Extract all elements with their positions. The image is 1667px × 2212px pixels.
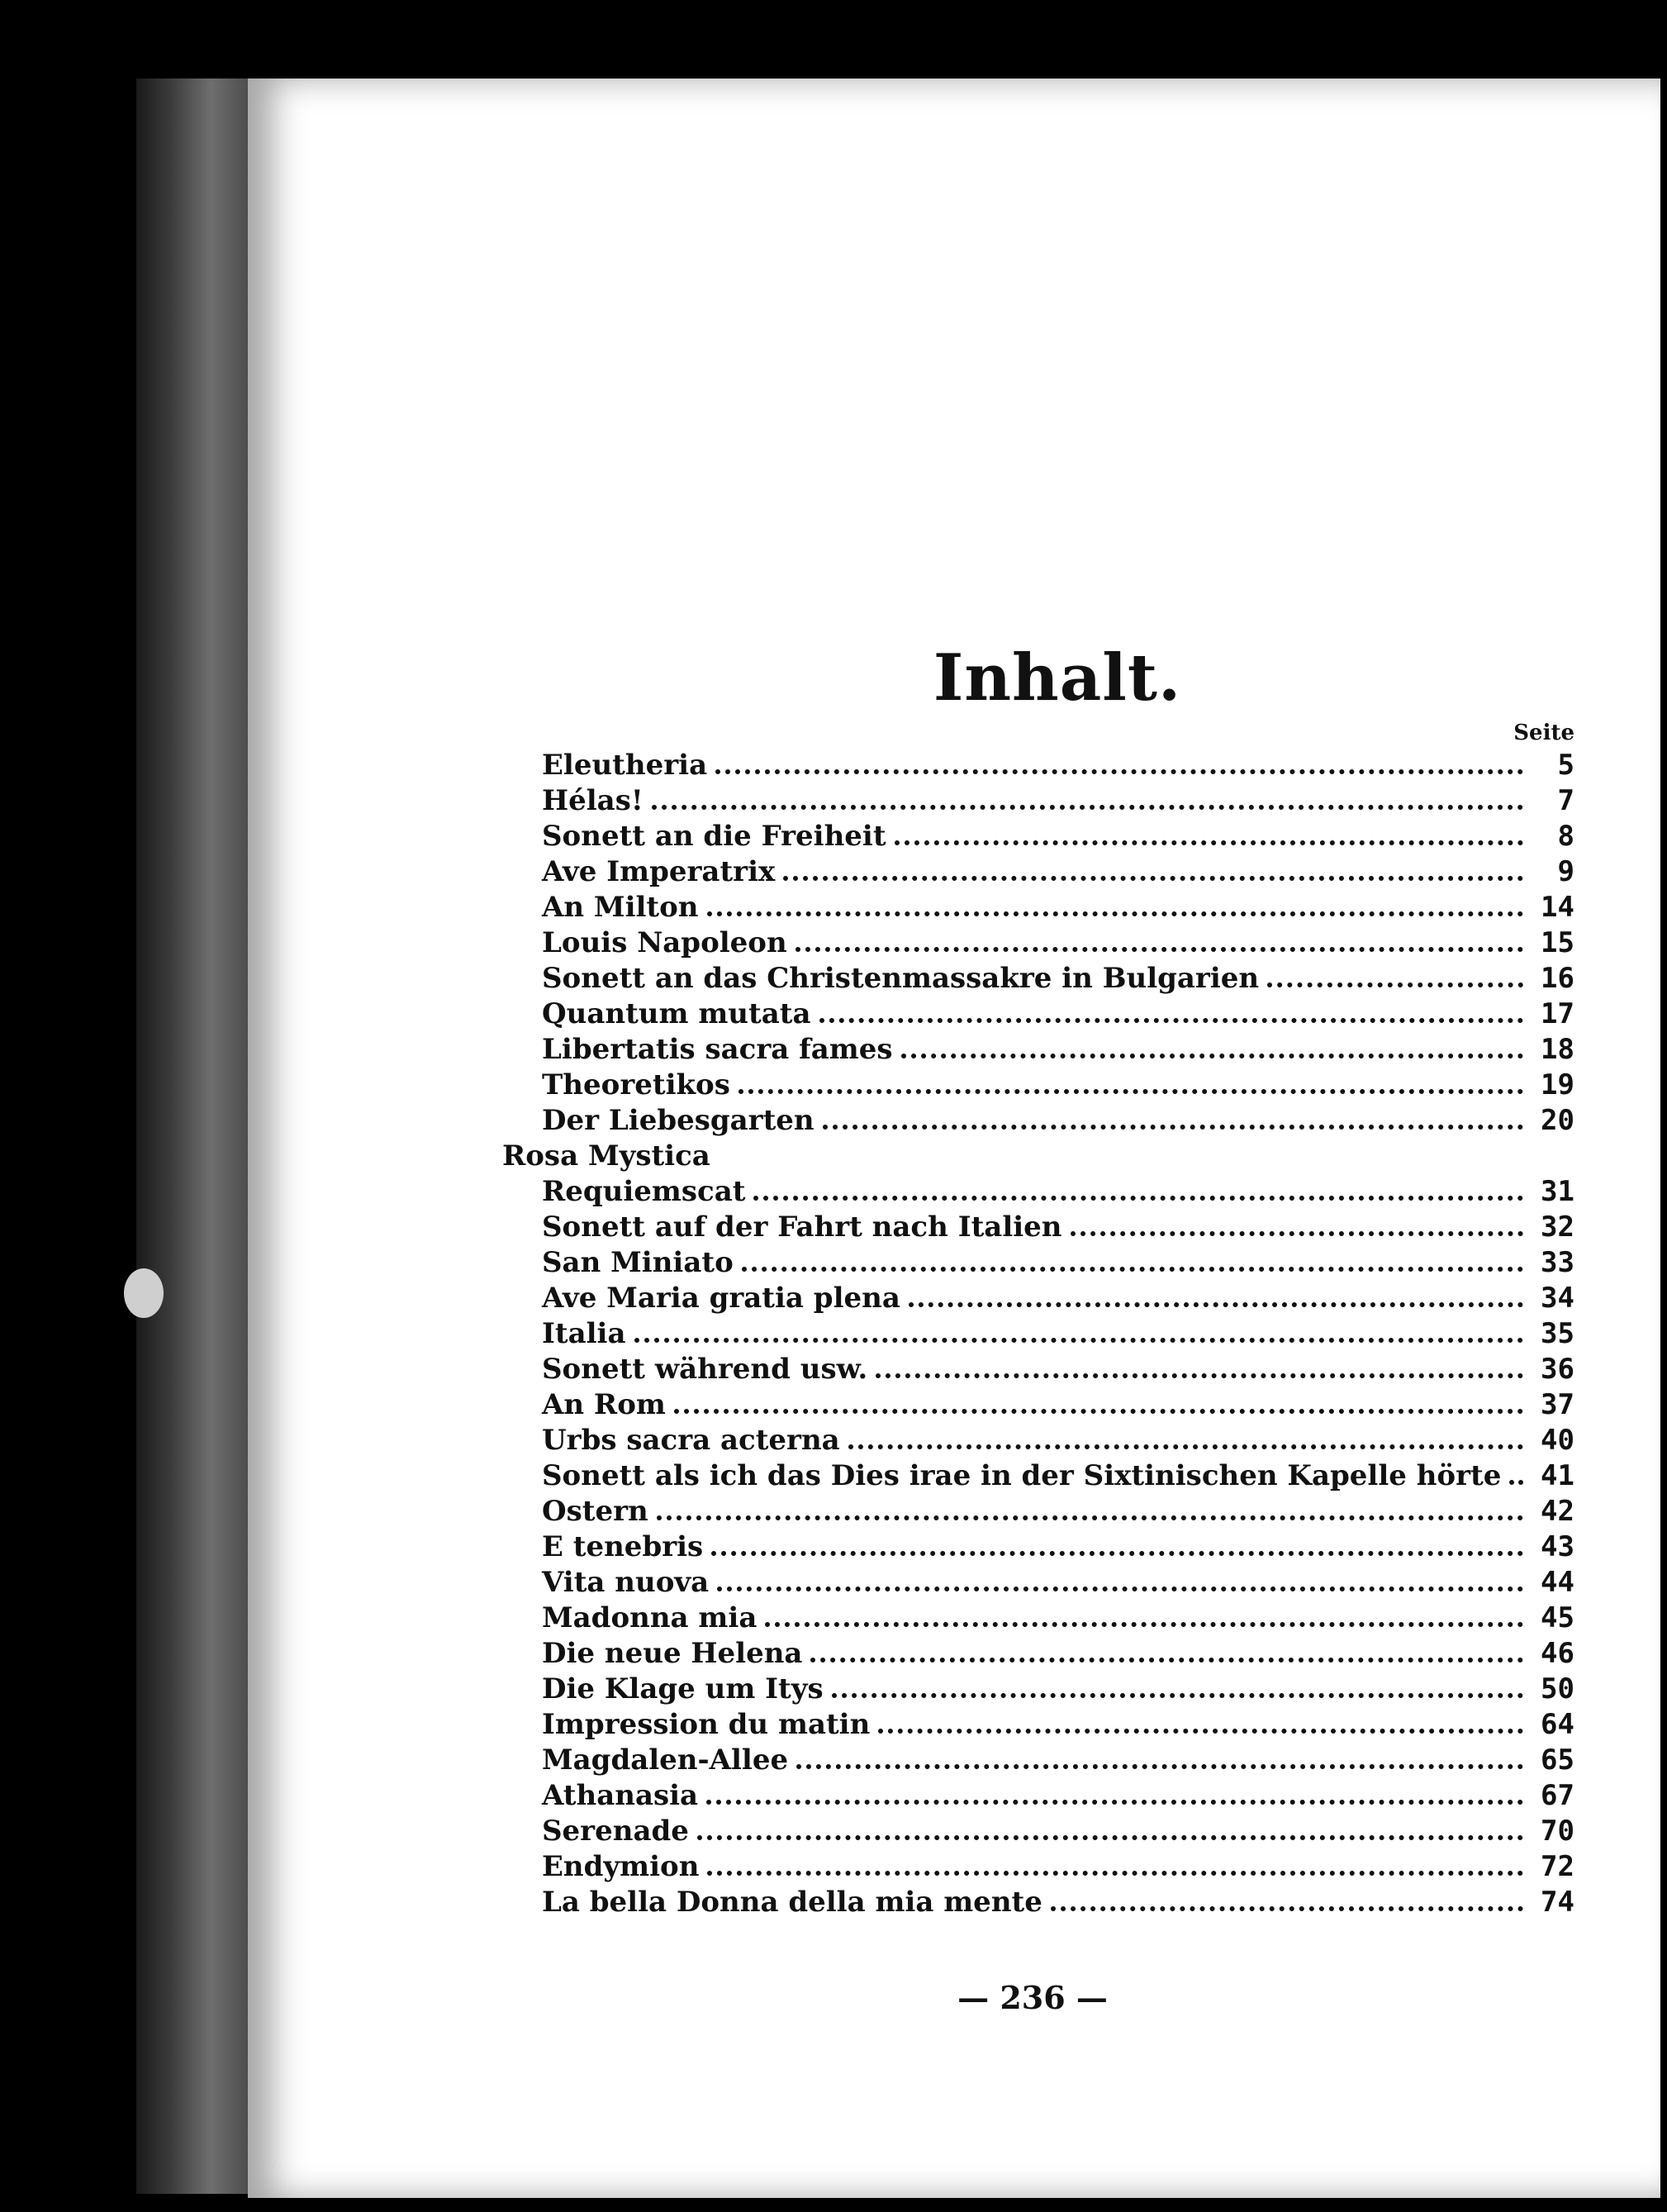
dot-leader [697, 1824, 1523, 1840]
table-of-contents [502, 748, 1574, 1920]
page-column-label: Seite [1513, 721, 1574, 745]
dot-leader [1509, 1468, 1523, 1485]
toc-entry-title: Der Liebesgarten [542, 1104, 815, 1137]
dot-leader [706, 1788, 1523, 1805]
dot-leader [739, 1077, 1523, 1094]
toc-entry [502, 1245, 1574, 1281]
dot-leader [810, 1646, 1523, 1663]
toc-group-1 [502, 748, 1574, 1139]
dot-leader [796, 1753, 1523, 1769]
page-number: — 236 — [957, 1979, 1108, 2016]
toc-entry-page: 32 [1541, 1211, 1574, 1244]
toc-entry-title: An Milton [542, 891, 699, 924]
dot-leader [823, 1113, 1523, 1130]
toc-entry-page: 74 [1541, 1886, 1574, 1919]
toc-entry-title: Quantum mutata [542, 997, 811, 1030]
toc-entry [502, 1814, 1574, 1849]
toc-entry-page: 15 [1541, 926, 1574, 959]
toc-entry-page: 31 [1541, 1175, 1574, 1208]
toc-entry-page: 19 [1541, 1068, 1574, 1101]
toc-entry-page: 64 [1541, 1708, 1574, 1741]
paper-blemish [124, 1268, 164, 1318]
toc-entry-title: Sonett an das Christenmassakre in Bulgarien [542, 962, 1260, 995]
toc-entry [502, 783, 1574, 819]
toc-entry-title: Ostern [542, 1495, 648, 1528]
dot-leader [674, 1397, 1523, 1414]
toc-entry-page: 20 [1541, 1104, 1574, 1137]
toc-entry-page: 67 [1541, 1779, 1574, 1812]
dot-leader [634, 1326, 1523, 1343]
toc-entry-page: 70 [1541, 1815, 1574, 1848]
toc-entry-title: Libertatis sacra fames [542, 1033, 893, 1066]
dot-leader [901, 1042, 1523, 1058]
dot-leader [819, 1006, 1524, 1023]
toc-entry [502, 1423, 1574, 1458]
toc-entry-title: Magdalen-Allee [542, 1743, 789, 1777]
toc-entry-page: 33 [1541, 1246, 1574, 1279]
dot-leader [909, 1291, 1523, 1307]
toc-entry-page: 45 [1541, 1601, 1574, 1634]
toc-entry [502, 1778, 1574, 1814]
toc-entry [502, 1601, 1574, 1636]
toc-entry-title: La bella Donna della mia mente [542, 1886, 1042, 1919]
toc-entry [502, 1743, 1574, 1778]
section-heading: Rosa Mystica [502, 1139, 710, 1173]
toc-entry-page: 18 [1541, 1033, 1574, 1066]
dot-leader [895, 829, 1523, 845]
toc-entry-page: 42 [1541, 1495, 1574, 1528]
toc-entry-title: Louis Napoleon [542, 926, 787, 959]
toc-entry [502, 1210, 1574, 1245]
toc-entry [502, 1032, 1574, 1068]
toc-entry-page: 36 [1541, 1353, 1574, 1386]
toc-entry-page: 41 [1541, 1459, 1574, 1492]
dot-leader [848, 1433, 1523, 1449]
toc-entry-title: Eleutheria [542, 749, 708, 782]
toc-entry-page: 17 [1541, 997, 1574, 1030]
toc-entry [502, 1174, 1574, 1210]
toc-entry-page: 72 [1541, 1850, 1574, 1883]
toc-entry-page: 16 [1541, 962, 1574, 995]
toc-entry-title: Vita nuova [542, 1566, 710, 1599]
dot-leader [1051, 1895, 1523, 1911]
toc-entry-page: 40 [1541, 1424, 1574, 1457]
toc-entry-title: Sonett an die Freiheit [542, 820, 886, 853]
toc-entry-page: 37 [1541, 1388, 1574, 1421]
toc-entry-title: Hélas! [542, 784, 644, 817]
toc-entry-title: Die Klage um Itys [542, 1672, 824, 1705]
dot-leader [717, 1575, 1523, 1591]
toc-entry-title: Sonett als ich das Dies irae in der Sixtinischen Kapelle hörte [542, 1459, 1502, 1492]
dot-leader [707, 900, 1523, 916]
toc-entry [502, 890, 1574, 925]
dot-leader [707, 1859, 1523, 1876]
toc-entry-title: Athanasia [542, 1779, 699, 1812]
toc-entry-title: San Miniato [542, 1246, 734, 1279]
toc-entry-title: E tenebris [542, 1530, 704, 1563]
toc-entry [502, 1068, 1574, 1103]
toc-entry-page: 14 [1541, 891, 1574, 924]
toc-entry [502, 1458, 1574, 1494]
toc-entry-page: 5 [1557, 749, 1574, 782]
dot-leader [878, 1717, 1523, 1734]
toc-entry [502, 925, 1574, 961]
toc-entry-title: Urbs sacra acterna [542, 1424, 840, 1457]
toc-entry [502, 1707, 1574, 1743]
dot-leader [765, 1610, 1523, 1627]
dot-leader [1071, 1220, 1523, 1236]
dot-leader [742, 1255, 1523, 1272]
dot-leader [876, 1362, 1523, 1378]
dot-leader [753, 1184, 1523, 1201]
toc-entry-page: 8 [1557, 820, 1574, 853]
dot-leader [1267, 971, 1523, 987]
dot-leader [652, 793, 1523, 810]
toc-entry [502, 854, 1574, 890]
toc-entry-title: Madonna mia [542, 1601, 758, 1634]
dot-leader [657, 1504, 1523, 1520]
toc-entry [502, 1281, 1574, 1316]
toc-entry-title: Ave Imperatrix [542, 855, 776, 888]
toc-entry-title: Theoretikos [542, 1068, 730, 1101]
toc-entry-title: Requiemscat [542, 1175, 746, 1208]
toc-entry [502, 1636, 1574, 1672]
toc-entry [502, 1316, 1574, 1352]
toc-entry-page: 9 [1557, 855, 1574, 888]
toc-entry-title: Sonett während usw. [542, 1353, 868, 1386]
toc-entry [502, 1387, 1574, 1423]
toc-entry [502, 748, 1574, 783]
toc-entry [502, 1885, 1574, 1920]
toc-entry-page: 44 [1541, 1566, 1574, 1599]
dot-leader [796, 935, 1523, 952]
toc-entry-page: 35 [1541, 1317, 1574, 1350]
toc-entry-page: 50 [1541, 1672, 1574, 1705]
toc-entry [502, 961, 1574, 997]
toc-entry [502, 819, 1574, 854]
toc-entry-title: Die neue Helena [542, 1637, 803, 1670]
toc-entry-page: 34 [1541, 1282, 1574, 1315]
dot-leader [832, 1682, 1523, 1698]
dot-leader [783, 864, 1523, 881]
toc-entry [502, 1352, 1574, 1387]
toc-entry-title: Impression du matin [542, 1708, 871, 1741]
toc-entry [502, 1529, 1574, 1565]
toc-entry [502, 997, 1574, 1032]
toc-entry-page: 43 [1541, 1530, 1574, 1563]
dot-leader [715, 758, 1523, 774]
toc-entry-title: Endymion [542, 1850, 700, 1883]
toc-entry-title: Sonett auf der Fahrt nach Italien [542, 1211, 1062, 1244]
dot-leader [711, 1539, 1523, 1556]
toc-group-2 [502, 1174, 1574, 1920]
toc-entry-title: Serenade [542, 1815, 689, 1848]
toc-entry-title: An Rom [542, 1388, 666, 1421]
page-title: Inhalt. [933, 640, 1182, 716]
toc-entry [502, 1103, 1574, 1139]
toc-entry-title: Ave Maria gratia plena [542, 1282, 900, 1315]
toc-entry [502, 1494, 1574, 1529]
toc-entry [502, 1849, 1574, 1885]
toc-entry-page: 46 [1541, 1637, 1574, 1670]
toc-entry [502, 1672, 1574, 1707]
toc-entry-title: Italia [542, 1317, 626, 1350]
toc-entry [502, 1565, 1574, 1601]
toc-entry-page: 65 [1541, 1743, 1574, 1777]
toc-entry-page: 7 [1557, 784, 1574, 817]
